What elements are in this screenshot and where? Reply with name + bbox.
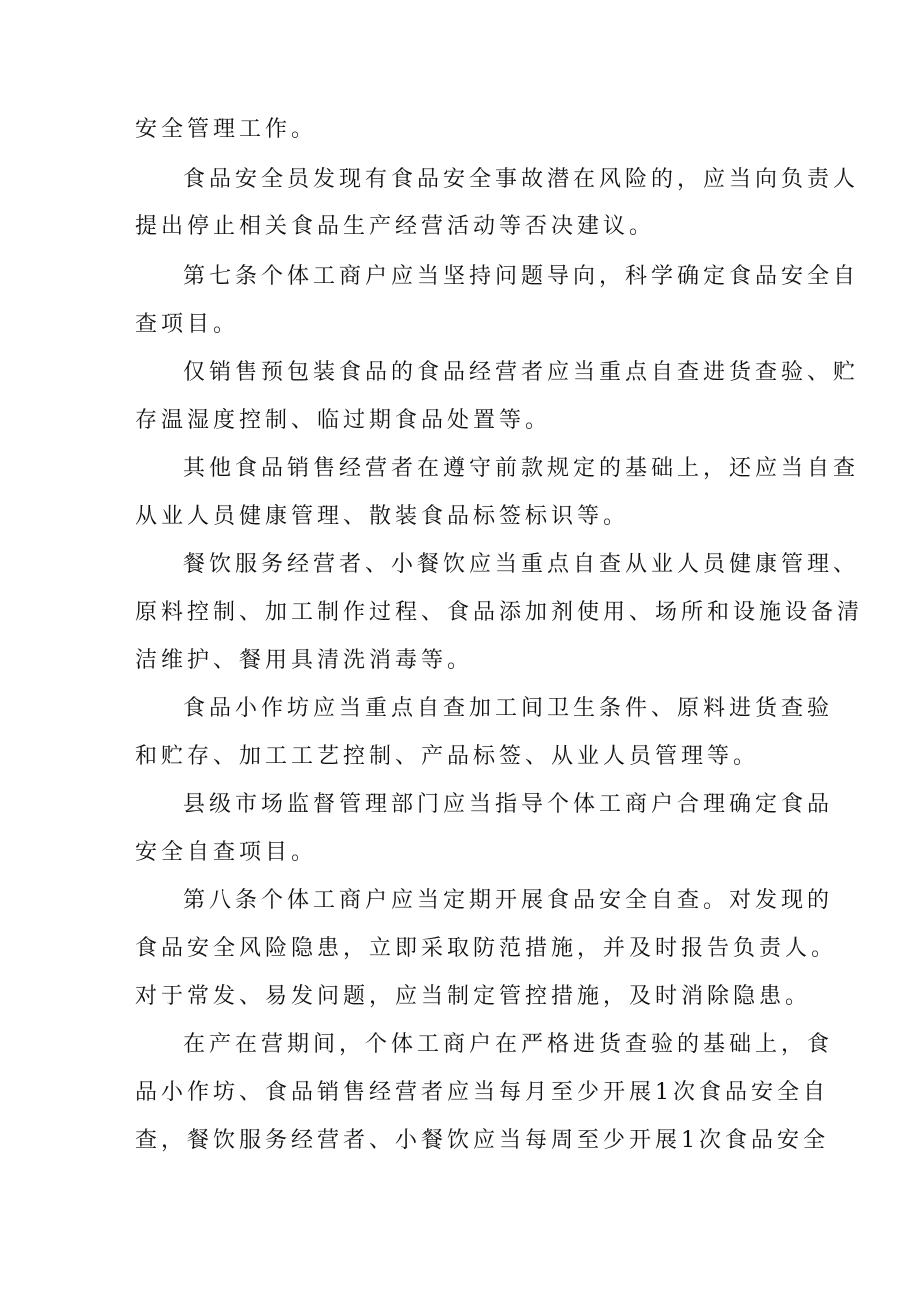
text-line: 安全管理工作。 [135, 117, 318, 142]
text-line: 原料控制、加工制作过程、食品添加剂使用、场所和设施设备清 [135, 600, 864, 625]
text-line: 餐饮服务经营者、小餐饮应当重点自查从业人员健康管理、 [183, 552, 860, 577]
text-line: 第八条个体工商户应当定期开展食品安全自查。对发现的 [183, 888, 834, 913]
text-line: 品小作坊、食品销售经营者应当每月至少开展1次食品安全自 [135, 1080, 829, 1105]
text-line: 食品安全风险隐患，立即采取防范措施，并及时报告负责人。 [135, 936, 838, 961]
text-line: 食品安全员发现有食品安全事故潜在风险的，应当向负责人 [183, 167, 860, 192]
text-line: 仅销售预包装食品的食品经营者应当重点自查进货查验、贮 [183, 360, 860, 385]
text-line: 对于常发、易发问题，应当制定管控措施，及时消除隐患。 [135, 984, 812, 1009]
text-line: 其他食品销售经营者在遵守前款规定的基础上，还应当自查 [183, 456, 860, 481]
text-line: 在产在营期间，个体工商户在严格进货查验的基础上，食 [183, 1032, 834, 1057]
text-line: 安全自查项目。 [135, 840, 318, 865]
text-line: 查，餐饮服务经营者、小餐饮应当每周至少开展1次食品安全 [135, 1128, 829, 1153]
text-line: 存温湿度控制、临过期食品处置等。 [135, 408, 552, 433]
text-line: 提出停止相关食品生产经营活动等否决建议。 [135, 214, 656, 239]
text-line: 县级市场监督管理部门应当指导个体工商户合理确定食品 [183, 792, 834, 817]
text-line: 从业人员健康管理、散装食品标签标识等。 [135, 504, 630, 529]
text-line: 查项目。 [135, 312, 240, 337]
text-line: 和贮存、加工工艺控制、产品标签、从业人员管理等。 [135, 744, 760, 769]
text-line: 食品小作坊应当重点自查加工间卫生条件、原料进货查验 [183, 696, 834, 721]
text-line: 洁维护、餐用具清洗消毒等。 [135, 648, 474, 673]
text-line: 第七条个体工商户应当坚持问题导向，科学确定食品安全自 [183, 264, 860, 289]
